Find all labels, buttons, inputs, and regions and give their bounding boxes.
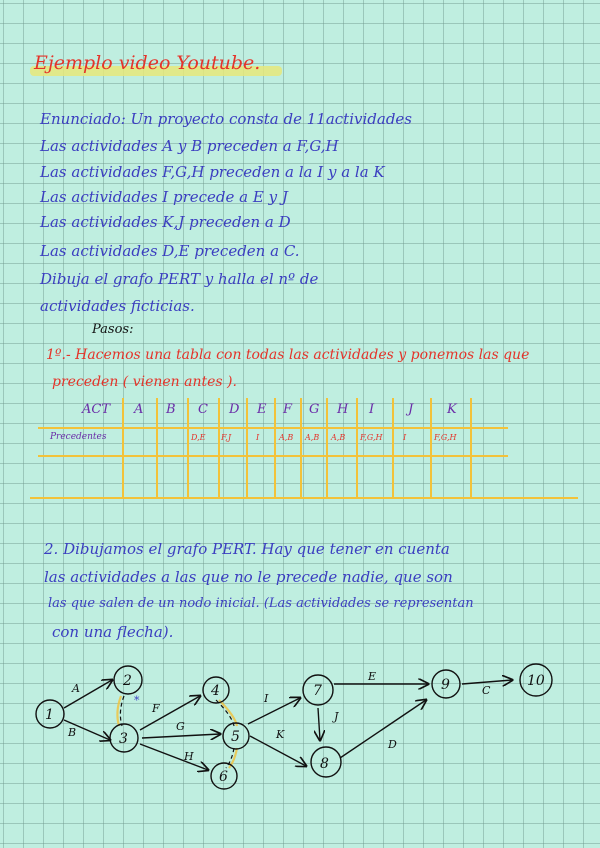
edge-f	[140, 696, 200, 730]
edge-label-h: H	[184, 750, 194, 763]
table-header-k: K	[447, 402, 457, 417]
enunciado-line-3: Las actividades F,G,H preceden a la I y a la K	[40, 163, 385, 181]
enunciado-line-7: Dibuja el grafo PERT y halla el nº de	[40, 270, 319, 288]
step2-line-2: las actividades a las que no le precede nadie, que son	[44, 568, 453, 586]
edge-label-i: I	[264, 692, 269, 705]
enunciado-line-4: Las actividades I precede a E y J	[40, 188, 288, 206]
enunciado-line-6: Las actividades D,E preceden a C.	[40, 242, 300, 260]
edge-label-j: J	[334, 710, 339, 723]
edge-label-b: B	[68, 726, 77, 739]
table-cell-i: F,G,H	[360, 433, 383, 442]
edge-label-f: F	[152, 702, 160, 715]
edge-label-a: A	[72, 682, 80, 695]
edge-label-c: C	[482, 684, 491, 697]
node-label-7: 7	[313, 683, 322, 699]
edge-h	[140, 744, 208, 770]
table-cell-g: A,B	[305, 433, 320, 442]
table-cell-e: I	[256, 433, 260, 442]
node-label-10: 10	[527, 673, 545, 689]
table-cell-k: F,G,H	[434, 433, 457, 442]
node-label-3: 3	[119, 731, 128, 747]
table-header-f: F	[283, 402, 293, 417]
node-label-9: 9	[441, 677, 450, 693]
edge-label-d: D	[388, 738, 397, 751]
table-header-c: C	[198, 402, 208, 417]
node-label-4: 4	[211, 683, 220, 699]
step1-line-2: preceden ( vienen antes ).	[52, 374, 237, 390]
table-header-h: H	[337, 402, 349, 417]
enunciado-line-5: Las actividades K,J preceden a D	[40, 213, 291, 231]
table-cell-f: A,B	[279, 433, 294, 442]
table-header-j: J	[408, 402, 414, 417]
node-label-6: 6	[219, 769, 228, 785]
enunciado-line-8: actividades ficticias.	[40, 297, 195, 315]
pasos-label: Pasos:	[92, 322, 134, 337]
edge-g	[142, 734, 220, 738]
table-cell-h: A,B	[331, 433, 346, 442]
edge-d	[340, 700, 426, 758]
dummy-mark: *	[134, 694, 140, 707]
edge-label-k: K	[276, 728, 285, 741]
table-header-b: B	[166, 402, 176, 417]
step1-line-1: 1º.- Hacemos una tabla con todas las actividades y ponemos las que	[46, 347, 530, 363]
table-row-label: Precedentes	[50, 432, 107, 442]
node-label-8: 8	[320, 756, 329, 772]
table-cell-j: I	[403, 433, 407, 442]
table-cell-d: F,J	[221, 433, 232, 442]
table-header-e: E	[257, 402, 267, 417]
dummy-2-3	[120, 696, 124, 726]
step2-line-1: 2. Dibujamos el grafo PERT. Hay que tener en cuenta	[44, 540, 450, 558]
table-header-i: I	[369, 402, 375, 417]
table-header-act: ACT	[82, 402, 111, 417]
node-label-2: 2	[123, 673, 132, 689]
step2-line-4: con una flecha).	[52, 623, 174, 641]
page-title: Ejemplo video Youtube.	[34, 52, 261, 74]
edge-i	[248, 698, 300, 724]
edge-j	[318, 708, 320, 740]
edge-label-g: G	[176, 720, 185, 733]
table-cell-c: D,E	[191, 433, 206, 442]
node-label-5: 5	[231, 729, 240, 745]
edge-label-e: E	[368, 670, 377, 683]
table-header-a: A	[134, 402, 144, 417]
enunciado-line-2: Las actividades A y B preceden a F,G,H	[40, 137, 339, 155]
enunciado-line-1: Enunciado: Un proyecto consta de 11actividades	[40, 110, 413, 128]
table-header-g: G	[309, 402, 320, 417]
table-header-d: D	[229, 402, 240, 417]
node-label-1: 1	[45, 707, 54, 723]
step2-line-3: las que salen de un nodo inicial. (Las actividades se representan	[48, 596, 474, 611]
